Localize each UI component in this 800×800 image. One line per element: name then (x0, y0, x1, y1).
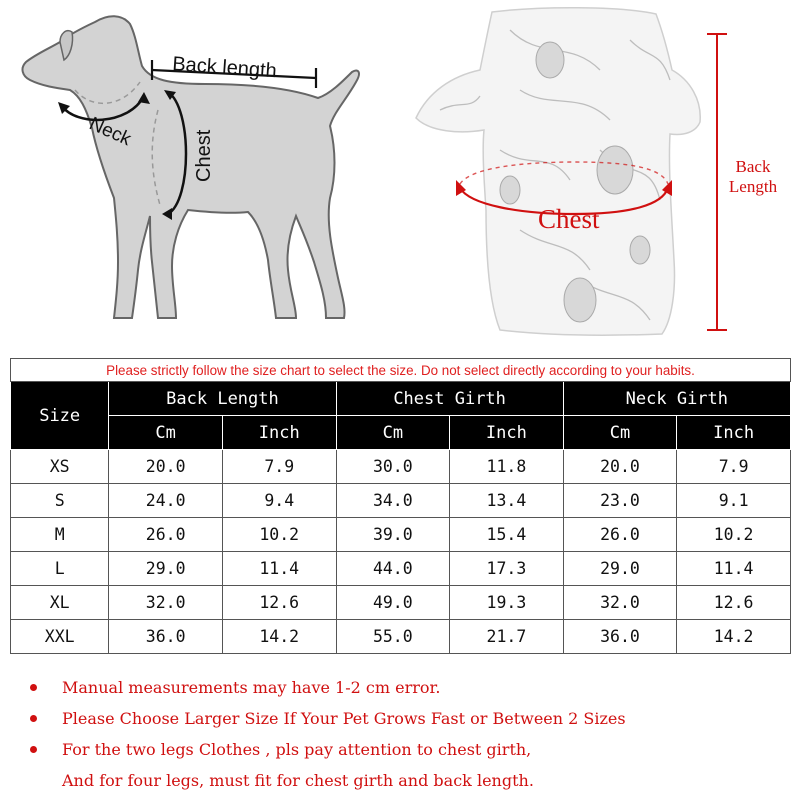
chest-girth-header: Chest Girth (336, 382, 563, 416)
bullet-icon (30, 715, 37, 722)
measurement-cell: 44.0 (336, 552, 450, 586)
measurement-cell: 36.0 (563, 620, 677, 654)
measurement-cell: 7.9 (677, 450, 791, 484)
size-chart-table (10, 358, 791, 654)
measurement-cell: 55.0 (336, 620, 450, 654)
shirt-garment (416, 8, 700, 335)
unit-header: Inch (450, 416, 564, 450)
unit-header: Inch (677, 416, 791, 450)
measurement-cell: 26.0 (563, 518, 677, 552)
size-column-header: Size (11, 382, 109, 450)
note-text: Manual measurements may have 1-2 cm error. (62, 678, 441, 697)
unit-header: Cm (563, 416, 677, 450)
size-row (11, 620, 791, 654)
measurement-cell: 14.2 (677, 620, 791, 654)
measurement-cell: 10.2 (222, 518, 336, 552)
shirt-measurement-illustration (400, 0, 800, 350)
dog-measurement-illustration (0, 0, 400, 340)
measurement-cell: 13.4 (450, 484, 564, 518)
measurement-cell: 32.0 (109, 586, 223, 620)
unit-header: Inch (222, 416, 336, 450)
measurement-cell: 9.1 (677, 484, 791, 518)
measurement-cell: 32.0 (563, 586, 677, 620)
measurement-cell: 39.0 (336, 518, 450, 552)
note-text: Please Choose Larger Size If Your Pet Grows Fast or Between 2 Sizes (62, 709, 626, 728)
size-cell: L (11, 552, 109, 586)
shirt-back-label-line1: Back (735, 157, 771, 176)
measurement-cell: 12.6 (677, 586, 791, 620)
back-length-header: Back Length (109, 382, 336, 416)
back-length-label: Back length (171, 53, 278, 83)
measurement-cell: 14.2 (222, 620, 336, 654)
measurement-cell: 26.0 (109, 518, 223, 552)
shirt-back-label-line2: Length (728, 177, 778, 196)
measurement-cell: 21.7 (450, 620, 564, 654)
size-row (11, 586, 791, 620)
size-row (11, 552, 791, 586)
measurement-cell: 20.0 (109, 450, 223, 484)
measurement-cell: 12.6 (222, 586, 336, 620)
measurement-cell: 10.2 (677, 518, 791, 552)
measurement-cell: 7.9 (222, 450, 336, 484)
note-text: For the two legs Clothes , pls pay attention to chest girth, (62, 740, 532, 759)
size-row (11, 450, 791, 484)
size-cell: M (11, 518, 109, 552)
measurement-cell: 24.0 (109, 484, 223, 518)
note-item (30, 703, 790, 734)
size-cell: XXL (11, 620, 109, 654)
note-text: And for four legs, must fit for chest girth and back length. (62, 771, 534, 790)
measurement-cell: 15.4 (450, 518, 564, 552)
unit-header: Cm (109, 416, 223, 450)
measurement-cell: 23.0 (563, 484, 677, 518)
measurement-cell: 30.0 (336, 450, 450, 484)
neck-girth-header: Neck Girth (563, 382, 790, 416)
measurement-cell: 29.0 (563, 552, 677, 586)
note-item (30, 734, 790, 765)
chest-label: Chest (193, 129, 215, 182)
measurement-cell: 9.4 (222, 484, 336, 518)
note-item-continued (30, 765, 790, 796)
shirt-chest-label: Chest (538, 204, 600, 234)
measurement-cell: 34.0 (336, 484, 450, 518)
bullet-icon (30, 746, 37, 753)
measurement-cell: 11.8 (450, 450, 564, 484)
size-notice: Please strictly follow the size chart to select the size. Do not select directly according to your habits. (11, 359, 791, 382)
bullet-icon (30, 684, 37, 691)
measurement-cell: 36.0 (109, 620, 223, 654)
measurement-cell: 11.4 (677, 552, 791, 586)
measurement-cell: 19.3 (450, 586, 564, 620)
size-row (11, 484, 791, 518)
note-item (30, 672, 790, 703)
size-cell: S (11, 484, 109, 518)
measurement-cell: 17.3 (450, 552, 564, 586)
size-cell: XL (11, 586, 109, 620)
size-row (11, 518, 791, 552)
measurement-cell: 20.0 (563, 450, 677, 484)
size-table-body (11, 450, 791, 654)
unit-header: Cm (336, 416, 450, 450)
measurement-notes (30, 672, 790, 796)
measurement-cell: 11.4 (222, 552, 336, 586)
neck-label: Neck (85, 113, 135, 151)
measurement-cell: 29.0 (109, 552, 223, 586)
measurement-cell: 49.0 (336, 586, 450, 620)
size-cell: XS (11, 450, 109, 484)
